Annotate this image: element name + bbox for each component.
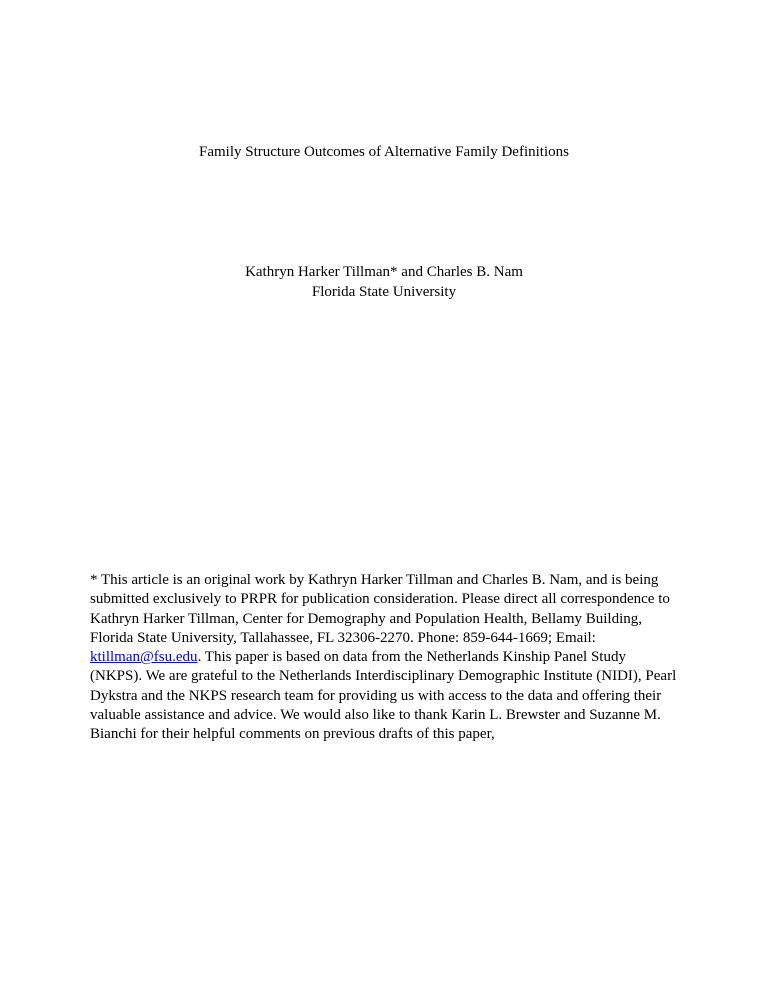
affiliation-line: Florida State University xyxy=(311,284,457,300)
footnote-text-before-link: * This article is an original work by Kathryn Harker Tillman and Charles B. Nam, and is being submitted exclusively to PRPR for publication consideration. Please direct all correspondence to Kathryn Harker Tillman, Center for Demography and Population Health, Bellamy Building, Florida State University, Tallahassee, FL 32306-2270. Phone: 859-644-1669; Email: xyxy=(90,572,670,646)
email-link[interactable]: ktillman@fsu.edu xyxy=(90,649,198,666)
authors-line: Kathryn Harker Tillman* and Charles B. Nam xyxy=(245,264,523,280)
byline xyxy=(0,262,768,302)
footnote-text-after-link: . This paper is based on data from the Netherlands Kinship Panel Study (NKPS). We are grateful to the Netherlands Interdisciplinary Demographic Institute (NIDI), Pearl Dykstra and the NKPS research team for providing us with access to the data and offering their valuable assistance and advice. We would also like to thank Karin L. Brewster and Suzanne M. Bianchi for their helpful comments on previous drafts of this paper, xyxy=(90,649,677,743)
footnote-paragraph xyxy=(90,571,680,745)
paper-title: Family Structure Outcomes of Alternative Family Definitions xyxy=(199,144,569,160)
